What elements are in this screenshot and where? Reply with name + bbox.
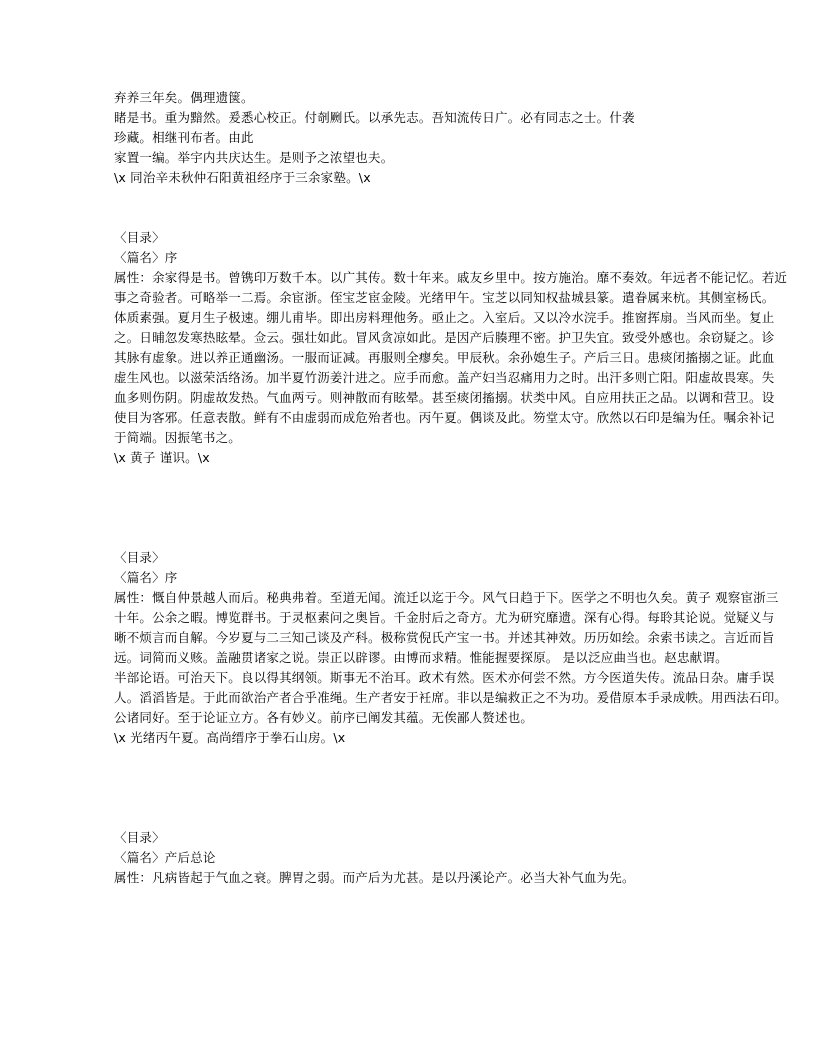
text-line: 远。词简而义赅。盖融贯诸家之说。崇正以辟谬。由博而求精。惟能握要探原。 是以泛应曲当也。赵忠献谓。 (114, 650, 728, 665)
text-line: 使目为客邪。任意表散。鲜有不由虚弱而成危殆者也。丙午夏。偶谈及此。笏堂太守。欣然以石印是编为任。嘱余补记 (114, 410, 775, 425)
text-line: 公诸同好。至于论证立方。各有妙义。前序已阐发其蕴。无俟鄙人赘述也。 (114, 710, 534, 725)
text-line: 睹是书。重为黯然。爰悉心校正。付剞劂氏。以承先志。吾知流传日广。必有同志之士。什袭 (114, 110, 635, 125)
text-line: 属性：凡病皆起于气血之衰。脾胃之弱。而产后为尤甚。是以丹溪论产。必当大补气血为先。 (114, 870, 635, 885)
text-line: 人。滔滔皆是。于此而欲治产者合乎准绳。生产者安于衽席。非以是编救正之不为功。爰借原本手录成帙。用西法石印。 (114, 690, 788, 705)
text-line: 珍藏。相继刊布者。由此 (114, 130, 254, 145)
text-line: 弃养三年矣。偶理遗箧。 (114, 90, 254, 105)
text-line: 属性：余家得是书。曾镌印万数千本。以广其传。数十年来。戚友乡里中。按方施治。靡不奏效。年远者不能记忆。若近 (114, 270, 788, 285)
toc-marker: 〈目录〉 (114, 550, 165, 565)
section-gap (114, 748, 806, 828)
text-line: 虚生风也。以滋荣活络汤。加半夏竹沥姜汁进之。应手而愈。盖产妇当忍痛用力之时。出汗多则亡阳。阳虚故畏寒。失 (114, 370, 775, 385)
text-line: \x 黄子 谨识。\x (114, 450, 210, 465)
text-line: 家置一编。举宇内共庆达生。是则予之浓望也夫。 (114, 150, 394, 165)
text-line: 晰不烦言而自解。今岁夏与二三知己谈及产科。极称赏倪氏产宝一书。并述其神效。历历如绘。余索书读之。言近而旨 (114, 630, 775, 645)
section-title: 〈篇名〉产后总论 (114, 850, 216, 865)
text-line: 于简端。因振笔书之。 (114, 430, 242, 445)
section-gap (114, 188, 806, 228)
section-gap (114, 468, 806, 548)
text-line: 其脉有虚象。进以养正通幽汤。一服而证减。再服则全瘳矣。甲辰秋。余孙媳生子。产后三日。患痰闭搐搦之证。此血 (114, 350, 775, 365)
text-line: 事之奇验者。可略举一二焉。余宦浙。侄宝芝宦金陵。光绪甲午。宝芝以同知权盐城县篆。遣眷属来杭。其侧室杨氏。 (114, 290, 775, 305)
text-line: 十年。公余之暇。博览群书。于灵枢素问之奥旨。千金肘后之奇方。尤为研究靡遗。深有心得。每聆其论说。觉疑义与 (114, 610, 775, 625)
text-line: 血多则伤阴。阴虚故发热。气血两亏。则神散而有眩晕。甚至痰闭搐搦。状类中风。自应用扶正之品。以调和营卫。设 (114, 390, 775, 405)
section-title: 〈篇名〉序 (114, 250, 178, 265)
toc-marker: 〈目录〉 (114, 830, 165, 845)
toc-marker: 〈目录〉 (114, 230, 165, 245)
text-line: 体质素强。夏月生子极速。绷儿甫毕。即出房料理他务。亟止之。入室后。又以冷水浣手。推窗挥扇。当风而坐。复止 (114, 310, 775, 325)
text-line: 之。日晡忽发寒热眩晕。佥云。强壮如此。冒风贪凉如此。是因产后腠理不密。护卫失宜。致受外感也。余窃疑之。诊 (114, 330, 775, 345)
document-text-body (114, 88, 806, 888)
section-title: 〈篇名〉序 (114, 570, 178, 585)
text-line: 属性：慨自仲景越人而后。秘典弗着。至道无闻。流迁以迄于今。风气日趋于下。医学之不明也久矣。黄子 观察宦浙三 (114, 590, 779, 605)
text-line: \x 光绪丙午夏。高尚缙序于拳石山房。\x (114, 730, 346, 745)
text-line: 半部论语。可治天下。良以得其纲领。斯事无不治耳。政术有然。医术亦何尝不然。方今医道失传。流品日杂。庸手误 (114, 670, 775, 685)
text-line: \x 同治辛未秋仲石阳黄祖经序于三余家塾。\x (114, 170, 371, 185)
